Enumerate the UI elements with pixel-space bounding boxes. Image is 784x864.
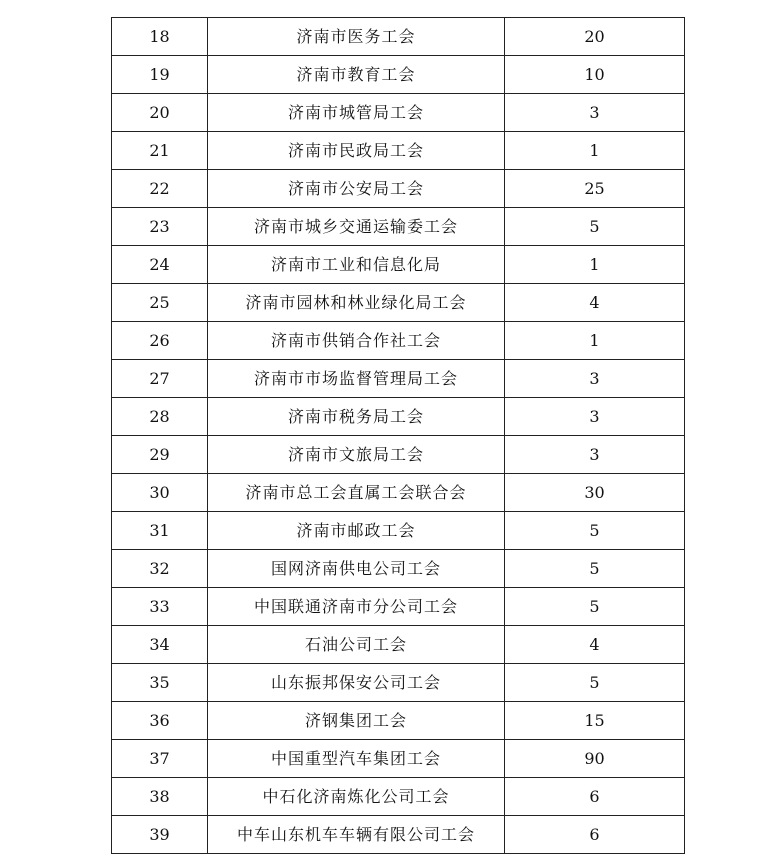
count-cell: 15 (505, 702, 685, 740)
union-name-cell: 中国重型汽车集团工会 (208, 740, 505, 778)
row-number-cell: 24 (112, 246, 208, 284)
union-name-cell: 济南市教育工会 (208, 56, 505, 94)
table-row (112, 94, 685, 132)
table-row (112, 626, 685, 664)
count-cell: 5 (505, 664, 685, 702)
count-cell: 5 (505, 208, 685, 246)
count-cell: 4 (505, 626, 685, 664)
row-number-cell: 25 (112, 284, 208, 322)
row-number-cell: 20 (112, 94, 208, 132)
union-name-cell: 中国联通济南市分公司工会 (208, 588, 505, 626)
union-name-cell: 济钢集团工会 (208, 702, 505, 740)
union-name-cell: 济南市文旅局工会 (208, 436, 505, 474)
row-number-cell: 39 (112, 816, 208, 854)
table-row (112, 398, 685, 436)
table-row (112, 360, 685, 398)
row-number-cell: 32 (112, 550, 208, 588)
union-name-cell: 济南市税务局工会 (208, 398, 505, 436)
row-number-cell: 23 (112, 208, 208, 246)
count-cell: 5 (505, 588, 685, 626)
count-cell: 1 (505, 246, 685, 284)
row-number-cell: 26 (112, 322, 208, 360)
count-cell: 1 (505, 322, 685, 360)
row-number-cell: 37 (112, 740, 208, 778)
count-cell: 30 (505, 474, 685, 512)
row-number-cell: 38 (112, 778, 208, 816)
union-name-cell: 济南市总工会直属工会联合会 (208, 474, 505, 512)
union-name-cell: 济南市供销合作社工会 (208, 322, 505, 360)
table-row (112, 56, 685, 94)
count-cell: 3 (505, 398, 685, 436)
row-number-cell: 18 (112, 18, 208, 56)
table-row (112, 436, 685, 474)
row-number-cell: 29 (112, 436, 208, 474)
row-number-cell: 34 (112, 626, 208, 664)
union-name-cell: 中车山东机车车辆有限公司工会 (208, 816, 505, 854)
table-row (112, 512, 685, 550)
row-number-cell: 35 (112, 664, 208, 702)
table-row (112, 816, 685, 854)
count-cell: 6 (505, 778, 685, 816)
table-row (112, 474, 685, 512)
union-name-cell: 济南市城管局工会 (208, 94, 505, 132)
table-row (112, 322, 685, 360)
count-cell: 3 (505, 94, 685, 132)
table-row (112, 132, 685, 170)
count-cell: 25 (505, 170, 685, 208)
union-name-cell: 济南市工业和信息化局 (208, 246, 505, 284)
count-cell: 90 (505, 740, 685, 778)
count-cell: 10 (505, 56, 685, 94)
union-name-cell: 济南市民政局工会 (208, 132, 505, 170)
union-name-cell: 石油公司工会 (208, 626, 505, 664)
union-name-cell: 济南市城乡交通运输委工会 (208, 208, 505, 246)
table-body (112, 18, 685, 854)
union-name-cell: 山东振邦保安公司工会 (208, 664, 505, 702)
union-name-cell: 济南市医务工会 (208, 18, 505, 56)
union-allocation-table (111, 17, 685, 854)
union-name-cell: 济南市园林和林业绿化局工会 (208, 284, 505, 322)
count-cell: 4 (505, 284, 685, 322)
union-name-cell: 中石化济南炼化公司工会 (208, 778, 505, 816)
union-name-cell: 国网济南供电公司工会 (208, 550, 505, 588)
table-row (112, 284, 685, 322)
count-cell: 5 (505, 512, 685, 550)
table-row (112, 664, 685, 702)
table-row (112, 740, 685, 778)
table-row (112, 208, 685, 246)
row-number-cell: 33 (112, 588, 208, 626)
table-row (112, 246, 685, 284)
table-row (112, 18, 685, 56)
count-cell: 20 (505, 18, 685, 56)
row-number-cell: 30 (112, 474, 208, 512)
row-number-cell: 22 (112, 170, 208, 208)
row-number-cell: 28 (112, 398, 208, 436)
row-number-cell: 19 (112, 56, 208, 94)
count-cell: 3 (505, 436, 685, 474)
union-name-cell: 济南市公安局工会 (208, 170, 505, 208)
count-cell: 6 (505, 816, 685, 854)
row-number-cell: 21 (112, 132, 208, 170)
table-row (112, 550, 685, 588)
row-number-cell: 27 (112, 360, 208, 398)
table-row (112, 702, 685, 740)
table-row (112, 588, 685, 626)
union-name-cell: 济南市邮政工会 (208, 512, 505, 550)
count-cell: 3 (505, 360, 685, 398)
row-number-cell: 31 (112, 512, 208, 550)
table-row (112, 778, 685, 816)
row-number-cell: 36 (112, 702, 208, 740)
count-cell: 5 (505, 550, 685, 588)
table-row (112, 170, 685, 208)
count-cell: 1 (505, 132, 685, 170)
union-name-cell: 济南市市场监督管理局工会 (208, 360, 505, 398)
